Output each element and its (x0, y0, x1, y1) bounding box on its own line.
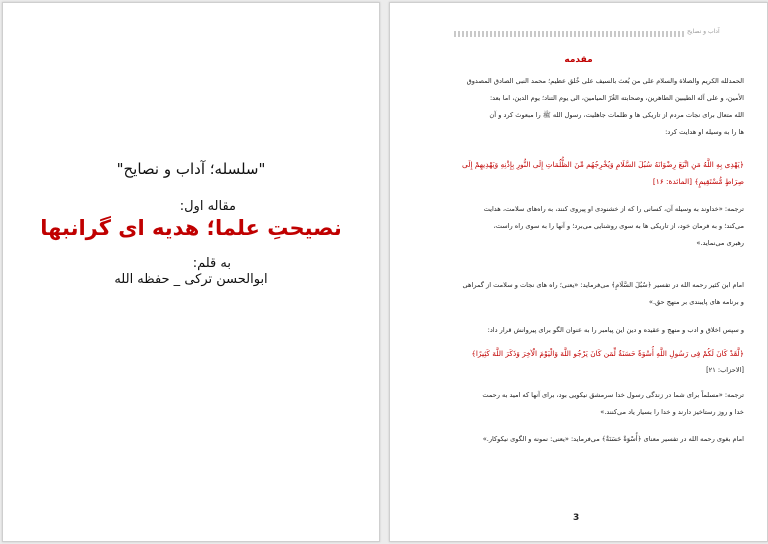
example-paragraph (414, 322, 744, 339)
text-line: می‌کند؛ و به فرمان خود، از تاریکی ها به سوی روشنایی می‌برد؛ و آنها را به سوی راه راست، (493, 222, 744, 230)
running-header-text: آداب و نصایح (687, 28, 720, 35)
series-title: "سلسله؛ آداب و نصایح" (116, 160, 266, 178)
verse-line: ﴿لَّقَدْ كَانَ لَكُمْ فِی رَسُولِ اللَّهِ أُسْوَةٌ حَسَنَةٌ لِّمَن كَانَ یَرْجُو اللَّهَ وَالْیَوْمَ الْآخِرَ وَذَكَرَ اللَّهَ كَثِیرًا﴾ (471, 349, 744, 358)
text-line: و برنامه های پایبندی بر منهج حق.» (648, 298, 744, 306)
right-page (389, 2, 768, 542)
text-line: خدا و روز رستاخیز دارند و خدا را بسیار یاد می‌کنند.» (600, 408, 744, 416)
text-line: ها را به وسیله او هدایت کرد: (665, 128, 744, 136)
text-line: الله متعال برای نجات مردم از تاریکی ها و ظلمات جاهلیت، رسول الله ﷺ را مبعوث کرد و آن (489, 111, 744, 119)
verse-ahzab (414, 345, 744, 379)
verse-line: صِرَاطٍ مُّسْتَقِیمٍ﴾ [المائدة: ۱۶] (652, 177, 744, 186)
text-line: رهبری می‌نماید.» (696, 239, 744, 247)
text-line: امام ابن کثیر رحمه الله در تفسیر ﴿سُبُلَ السَّلَامِ﴾ می‌فرماید: «یعنی؛ راه های نجات و سلامت از گمراهی (462, 281, 744, 289)
text-line: و سپس اخلاق و ادب و منهج و عقیده و دین این پیامبر را به عنوان الگو برای پیروانش قرار داد: (487, 326, 744, 334)
translation-maida (414, 201, 744, 252)
page-number: 3 (573, 513, 580, 523)
text-line: الحمدلله الکریم والصلاة والسلام علی من بُعث بالسیف علی خُلق عظیم؛ محمد النبی الصادق المصدوق (466, 77, 744, 85)
section-heading: مقدمه (564, 55, 593, 65)
text-line: ترجمه: «خداوند به وسیله آن، کسانی را که از خشنودی او پیروی کنند، به راه‌های سلامت، هدایت (483, 205, 744, 213)
running-header-rule (454, 31, 684, 37)
left-page (2, 2, 380, 542)
tafsir-ibn-kathir (414, 277, 744, 311)
verse-line: ﴿یَهْدِی بِهِ اللَّهُ مَنِ اتَّبَعَ رِضْوَانَهُ سُبُلَ السَّلَامِ وَیُخْرِجُهُم مِّنَ الظُّلُمَاتِ إِلَى النُّورِ بِإِذْنِهِ وَیَهْدِیهِمْ إِلَى (462, 160, 744, 169)
byline-label: به قلم: (192, 256, 231, 271)
verse-reference: [الاحزاب: ۲۱] (706, 366, 744, 374)
text-line: امام بغوی رحمه الله در تفسیر معنای ﴿أُسْوَةٌ حَسَنَةٌ﴾ می‌فرماید: «یعنی: نمونه و الگوی نیکوکار.» (482, 435, 744, 443)
main-title: نصیحتِ علما؛ هدیه ای گرانبها (40, 216, 342, 240)
text-line: ترجمه: «مسلماً برای شما در زندگی رسول خدا سرمشق نیکویی بود، برای آنها که امید به رحمت (482, 391, 744, 399)
verse-maida (414, 156, 744, 190)
intro-paragraph (414, 73, 744, 141)
article-label: مقاله اول: (179, 199, 236, 214)
tafsir-baghawi (414, 431, 744, 448)
translation-ahzab (414, 387, 744, 421)
text-line: الأمین، و علی آله الطیبین الطاهرین، وصحابته الغُرّ المیامین، الی یوم التناد؛ یوم الدین، اما بعد: (489, 94, 744, 102)
author-name: ابوالحسن ترکی _ حفظه الله (114, 272, 268, 287)
